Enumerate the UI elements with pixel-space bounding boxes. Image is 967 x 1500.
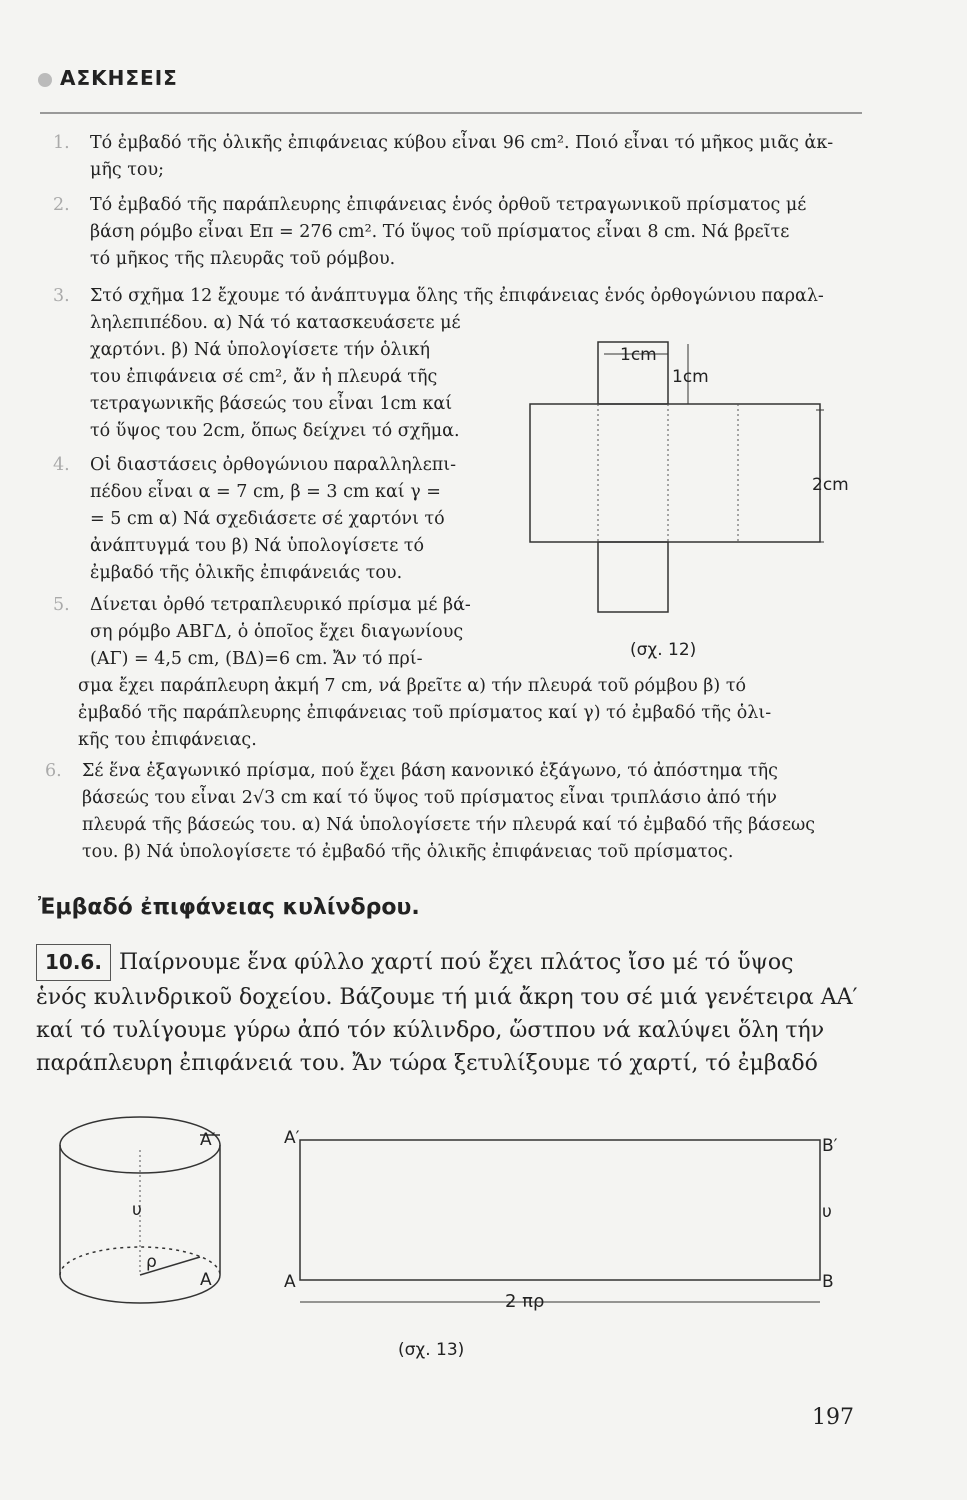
cyl-label-rho: ρ (146, 1252, 157, 1272)
exercise-line: ἐμβαδό τῆς ὁλικῆς ἐπιφάνειάς του. (90, 563, 403, 583)
fig12-bottom-square (598, 542, 668, 612)
exercise-line: Τό ἐμβαδό τῆς ὁλικῆς ἐπιφάνειας κύβου εἶναι 96 cm². Ποιό εἶναι τό μῆκος μιᾶς ἀκ- (90, 133, 834, 153)
rect-label-a-bottom: A (284, 1272, 296, 1292)
section-header (38, 66, 178, 90)
exercise-number: 4. (53, 455, 70, 475)
fig12-label-width: 1cm (620, 345, 657, 365)
fig13-caption: (σχ. 13) (398, 1340, 465, 1360)
paragraph-line: Παίρνουμε ἕνα φύλλο χαρτί πού ἔχει πλάτος ἴσο μέ τό ὕψος (118, 950, 794, 975)
exercise-number: 2. (53, 195, 70, 215)
exercise-line: βάσεώς του εἶναι 2√3 cm καί τό ὕψος τοῦ πρίσματος εἶναι τριπλάσιο ἀπό τήν (82, 788, 777, 808)
exercise-line: Σέ ἕνα ἑξαγωνικό πρίσμα, πού ἔχει βάση κανονικό ἑξάγωνο, τό ἀπόστημα τῆς (82, 761, 778, 781)
fig12-label-height: 1cm (672, 367, 709, 387)
exercise-number: 5. (53, 595, 70, 615)
rect-label-b-top: B′ (822, 1136, 838, 1156)
unrolled-rectangle (300, 1140, 820, 1280)
page-number: 197 (812, 1405, 854, 1430)
exercise-line: ληλεπιπέδου. α) Νά τό κατασκευάσετε μέ (90, 313, 461, 333)
rect-label-a-top: A′ (284, 1128, 300, 1148)
exercise-line: Δίνεται ὀρθό τετραπλευρικό πρίσμα μέ βά- (90, 595, 471, 615)
paragraph-number-box: 10.6. (36, 944, 111, 981)
cylinder-bottom-front (60, 1275, 220, 1303)
exercise-line: πλευρά τῆς βάσεώς του. α) Νά ὑπολογίσετε τήν πλευρά καί τό ἐμβαδό τῆς βάσεως (82, 815, 816, 835)
exercise-line: του ἐπιφάνεια σέ cm², ἄν ἡ πλευρά τῆς (90, 367, 438, 387)
paragraph-line: παράπλευρη ἐπιφάνειά του. Ἄν τώρα ξετυλίξουμε τό χαρτί, τό ἐμβαδό (36, 1051, 818, 1076)
exercise-6 (45, 758, 872, 866)
exercise-1 (53, 130, 870, 184)
exercise-number: 1. (53, 133, 70, 153)
exercise-line: (ΑΓ) = 4,5 cm, (ΒΔ)=6 cm. Ἄν τό πρί- (90, 649, 423, 669)
exercise-number: 6. (45, 761, 62, 781)
exercise-number: 3. (53, 286, 70, 306)
rect-width-label: 2 πρ (505, 1291, 545, 1312)
exercise-line: του. β) Νά ὑπολογίσετε τό ἐμβαδό τῆς ὁλικῆς ἐπιφάνειας τοῦ πρίσματος. (82, 842, 734, 862)
paragraph-line: καί τό τυλίγουμε γύρω ἀπό τόν κύλινδρο, ὥστπου νά καλύψει ὅλη τήν (36, 1018, 825, 1043)
header-title: ΑΣΚΗΣΕΙΣ (60, 66, 178, 90)
exercise-line: κῆς του ἐπιφάνειας. (78, 730, 257, 750)
exercise-line: σμα ἔχει παράπλευρη ἀκμή 7 cm, νά βρεῖτε α) τήν πλευρά τοῦ ρόμβου β) τό (78, 676, 747, 696)
fig12-label-2cm: 2cm (812, 475, 849, 495)
exercise-2 (53, 192, 870, 273)
bullet-icon (38, 73, 52, 87)
section-title: Ἐμβαδό ἐπιφάνειας κυλίνδρου. (38, 895, 420, 920)
exercise-line: τετραγωνικῆς βάσεώς του εἶναι 1cm καί (90, 394, 453, 414)
paragraph-line: ἑνός κυλινδρικοῦ δοχείου. Βάζουμε τή μιά ἄκρη του σέ μιά γενέτειρα ΑΑ′ (36, 985, 858, 1010)
rect-label-b-bottom: B (822, 1272, 834, 1292)
exercise-line: βάση ρόμβο εἶναι Επ = 276 cm². Τό ὕψος τοῦ πρίσματος εἶναι 8 cm. Νά βρεῖτε (90, 222, 790, 242)
exercise-line: μῆς του; (90, 160, 164, 180)
exercise-line: ση ρόμβο ΑΒΓΔ, ὁ ὁποῖος ἔχει διαγωνίους (90, 622, 464, 642)
exercise-line: ἀνάπτυγμά του β) Νά ὑπολογίσετε τό (90, 536, 425, 556)
exercise-line: τό ὕψος του 2cm, ὅπως δείχνει τό σχῆμα. (90, 421, 460, 441)
paragraph-10-6 (36, 944, 866, 1080)
cyl-label-a-bottom: A (200, 1270, 212, 1290)
cyl-label-u: υ (132, 1200, 142, 1220)
cylinder-top-ellipse (60, 1117, 220, 1173)
figure-13 (40, 1095, 860, 1385)
exercise-line: ἐμβαδό τῆς παράπλευρης ἐπιφάνειας τοῦ πρίσματος καί γ) τό ἐμβαδό τῆς ὁλι- (78, 703, 772, 723)
exercise-line: χαρτόνι. β) Νά ὑπολογίσετε τήν ὁλική (90, 340, 430, 360)
exercise-line: Οἱ διαστάσεις ὀρθογώνιου παραλληλεπι- (90, 455, 457, 475)
exercise-line: = 5 cm α) Νά σχεδιάσετε σέ χαρτόνι τό (90, 509, 445, 529)
fig12-lateral-strip (530, 404, 820, 542)
exercise-line: πέδου εἶναι α = 7 cm, β = 3 cm καί γ = (90, 482, 441, 502)
fig12-caption: (σχ. 12) (630, 640, 697, 660)
exercise-line: τό μῆκος τῆς πλευρᾶς τοῦ ρόμβου. (90, 249, 396, 269)
exercise-line: Τό ἐμβαδό τῆς παράπλευρης ἐπιφάνειας ἑνός ὀρθοῦ τετραγωνικοῦ πρίσματος μέ (90, 195, 807, 215)
figure-12 (520, 330, 860, 670)
exercise-line: Στό σχῆμα 12 ἔχουμε τό ἀνάπτυγμα ὅλης τῆς ἐπιφάνειας ἑνός ὀρθογώνιου παραλ- (90, 286, 824, 306)
rect-label-u: υ (822, 1202, 832, 1222)
cyl-label-a-top: A′ (200, 1130, 216, 1150)
exercise-4 (53, 452, 510, 587)
header-rule (40, 112, 862, 114)
